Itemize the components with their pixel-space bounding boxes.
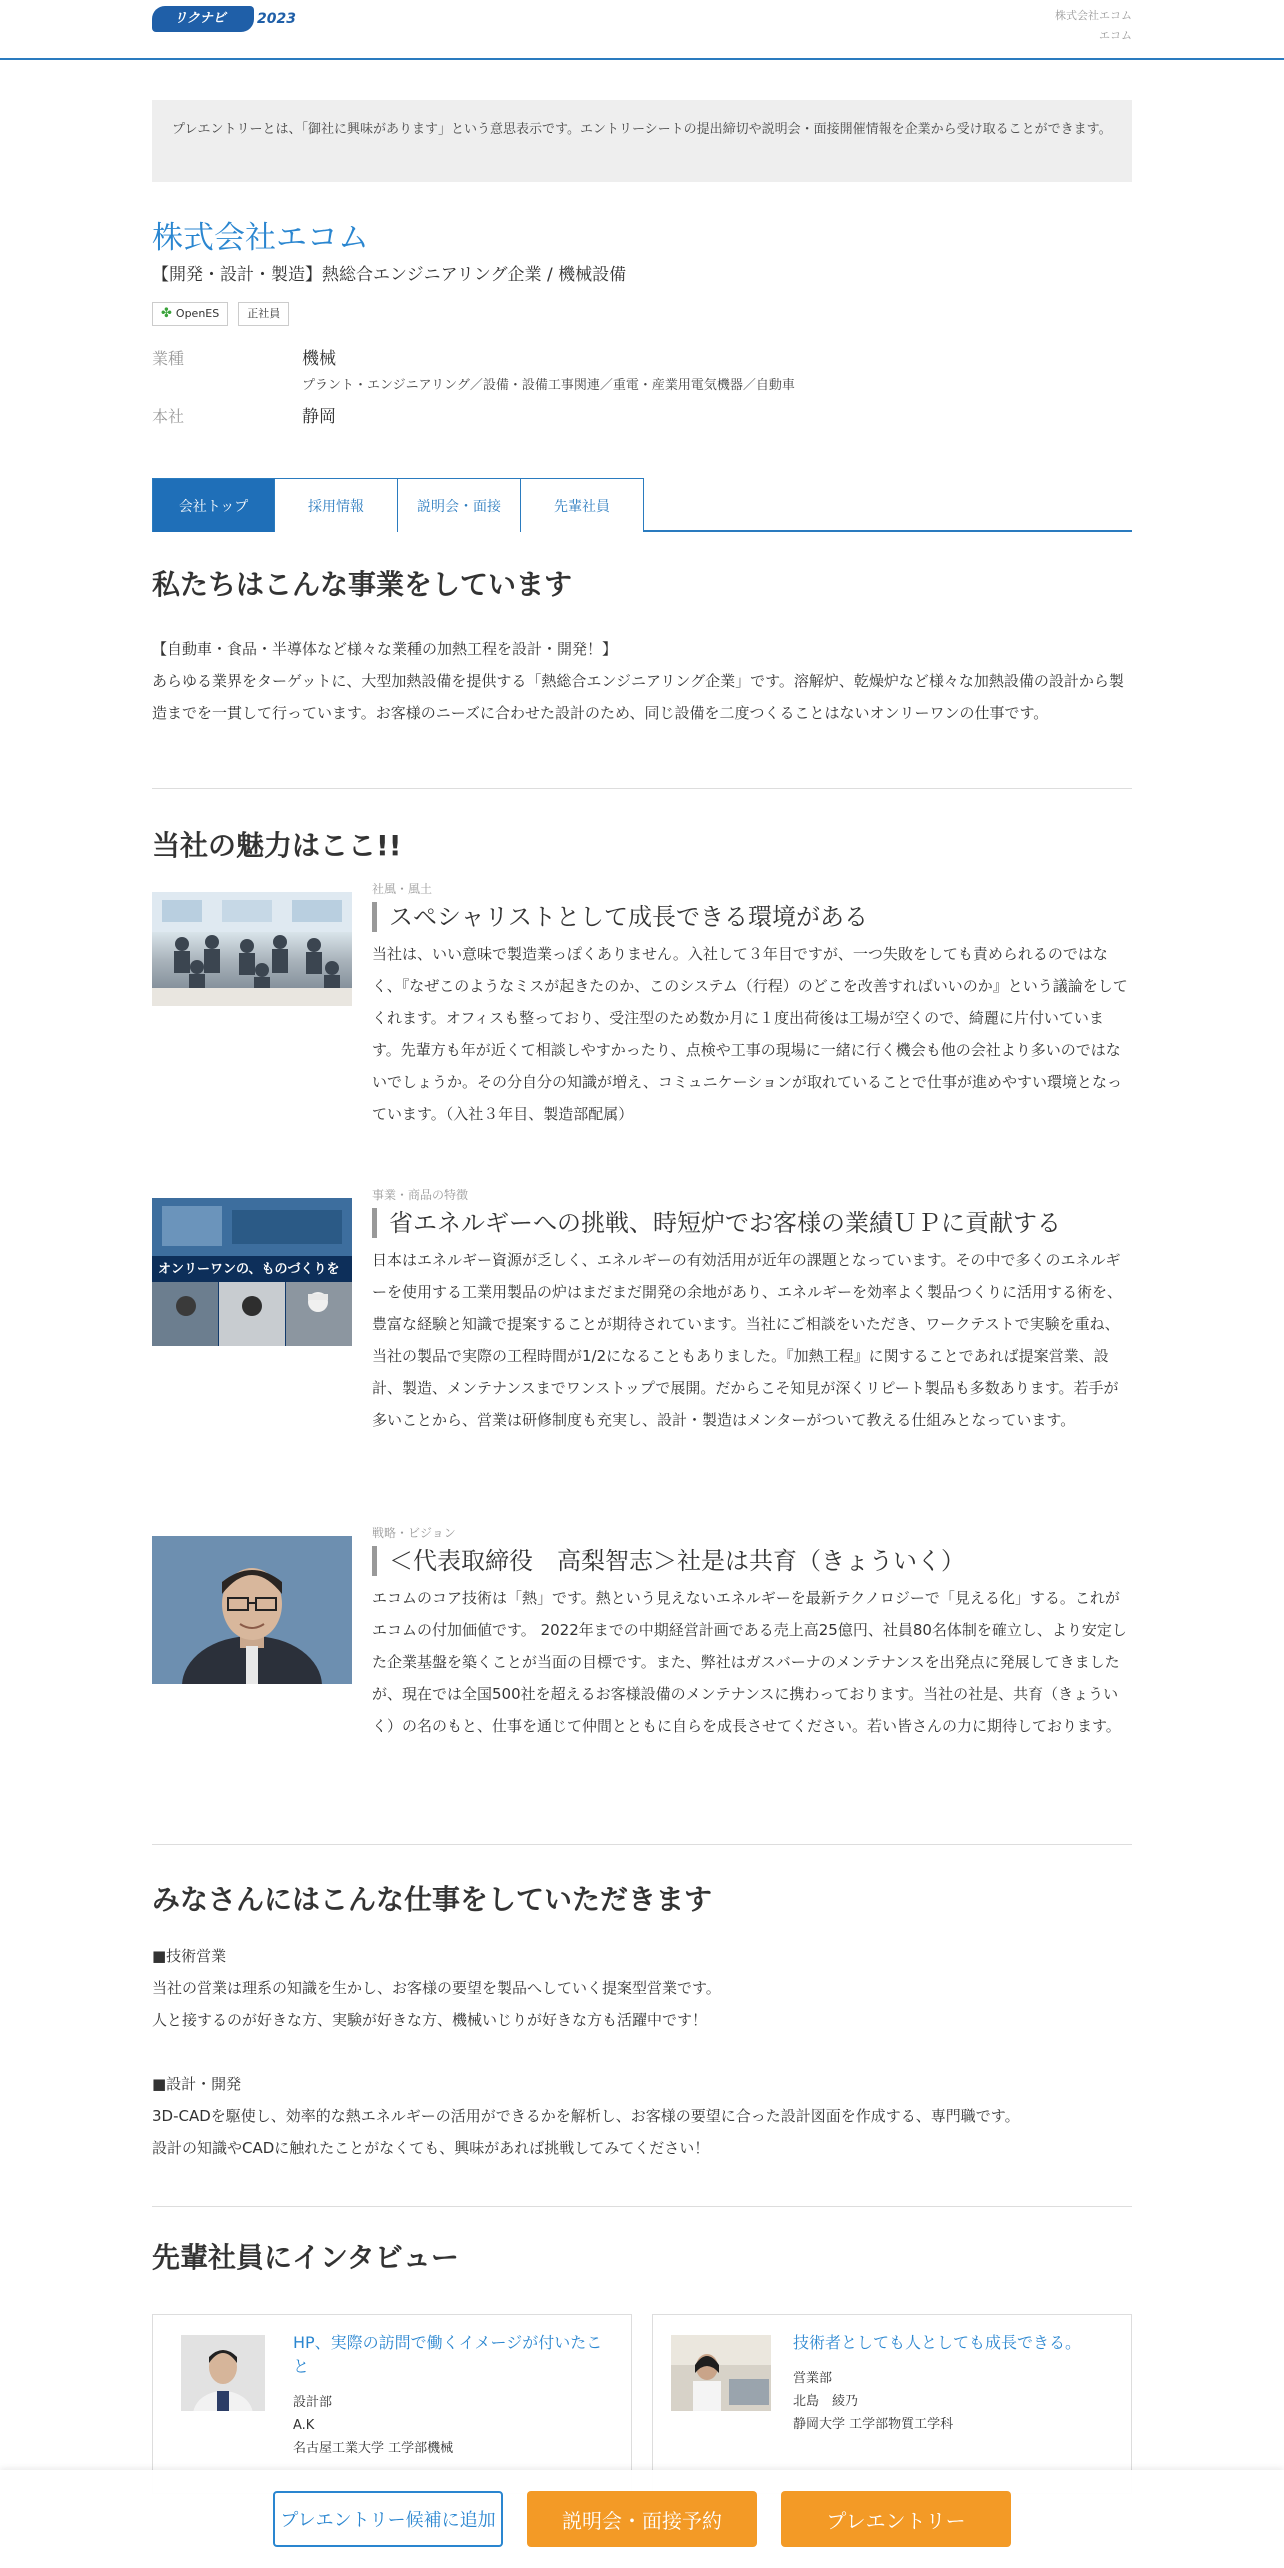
work-heading: みなさんにはこんな仕事をしていただきます: [152, 1883, 713, 1916]
business-body: [152, 633, 1132, 729]
work-section: [152, 1880, 1132, 2164]
appeal-title: 省エネルギーへの挑戦、時短炉でお客様の業績ＵＰに貢献する: [372, 1208, 1132, 1238]
section-divider: [152, 1844, 1132, 1845]
staff-photo: [671, 2335, 771, 2411]
appeal-section: [152, 826, 1132, 866]
appeal-category: 社風・風土: [372, 882, 433, 896]
seminar-reservation-button[interactable]: 説明会・面接予約: [527, 2491, 757, 2547]
header-company-name: 株式会社エコム: [1055, 9, 1132, 22]
industry-sub: プラント・エンジニアリング／設備・設備工事関連／重電・産業用電気機器／自動車: [302, 378, 795, 393]
interview-section: [152, 2238, 1132, 2278]
action-bar: [0, 2470, 1284, 2568]
appeal-title: スペシャリストとして成長できる環境がある: [372, 902, 1132, 932]
hq-label: 本社: [152, 407, 185, 426]
card-body: [793, 2331, 1113, 2436]
hq-row: [152, 404, 1132, 430]
factory-collage-photo: [152, 1198, 352, 1346]
industry-label: 業種: [152, 349, 185, 368]
business-lead: 【自動車・食品・半導体など様々な業種の加熱工程を設計・開発！】: [152, 640, 618, 658]
preentry-notice: プレエントリーとは、「御社に興味があります」という意思表示です。エントリーシートの提出締切や説明会・面接開催情報を企業から受け取ることができます。: [152, 100, 1132, 182]
staff-meta: [293, 2391, 613, 2460]
appeal-title: ＜代表取締役 高梨智志＞社是は共育（きょういく）: [372, 1546, 1132, 1576]
appeal-content: [372, 880, 1132, 1130]
company-subtitle: 【開発・設計・製造】熱総合エンジニアリング企業 / 機械設備: [152, 265, 627, 285]
tab-company-top[interactable]: 会社トップ: [152, 478, 275, 532]
tab-recruit-info[interactable]: 採用情報: [275, 478, 398, 532]
work-line: 人と接するのが好きな方、実験が好きな方、機械いじりが好きな方も活躍中です！: [152, 2011, 708, 2029]
appeal-content: [372, 1524, 1132, 1742]
tab-senior-staff[interactable]: 先輩社員: [521, 478, 644, 532]
appeal-text: エコムのコア技術は「熱」です。熱という見えないエネルギーを最新テクノロジーで「見える化」する。これがエコムの付加価値です。 2022年までの中期経営計画である売上高25億円、社員80名体制を確立し、より安定した企業基盤を築くことが当面の目標です。また、弊社はガスバーナのメンテナンスを出発点に発展してきましたが、現在では全国500社を超えるお客様設備のメンテナンスに携わっております。当社の社是、共育（きょういく）の名のもと、仕事を通じて仲間とともに自らを成長させてください。若い皆さんの力に期待しております。: [372, 1589, 1127, 1735]
card-body: [293, 2331, 613, 2460]
hq-value: 静岡: [302, 407, 336, 427]
appeal-heading: 当社の魅力はここ!!: [152, 829, 402, 862]
business-section: [152, 565, 1132, 729]
work-line: [152, 2036, 1132, 2068]
work-line: 3D-CADを駆使し、効率的な熱エネルギーの活用ができるかを解析し、お客様の要望に合った設計図面を作成する、専門職です。: [152, 2107, 1020, 2125]
interview-cards: [152, 2314, 1132, 2494]
header-company-short: エコム: [1099, 29, 1132, 42]
tab-seminar[interactable]: 説明会・面接: [398, 478, 521, 532]
openes-label: OpenES: [175, 307, 220, 320]
business-text: あらゆる業界をターゲットに、大型加熱設備を提供する「熱総合エンジニアリング企業」です。溶解炉、乾燥炉など様々な加熱設備の設計から製造までを一貫して行っています。お客様のニーズに合わせた設計のため、同じ設備を二度つくることはないオンリーワンの仕事です。: [152, 672, 1124, 722]
industry-main: 機械: [302, 349, 336, 369]
header-company-info: [1055, 6, 1132, 46]
business-heading: 私たちはこんな事業をしています: [152, 568, 573, 601]
staff-name: A.K: [293, 2418, 315, 2433]
employment-type-label: 正社員: [247, 307, 281, 320]
staff-name: 北島 綾乃: [793, 2394, 859, 2409]
interview-card[interactable]: [152, 2314, 632, 2494]
staff-school: 静岡大学 工学部物質工学科: [793, 2417, 954, 2432]
work-line: ■技術営業: [152, 1947, 227, 1965]
work-body: [152, 1940, 1132, 2164]
ceo-portrait-photo: [152, 1536, 352, 1684]
industry-row: [152, 346, 1132, 396]
rikunabi-logo[interactable]: [152, 6, 296, 32]
section-divider: [152, 788, 1132, 789]
preentry-button[interactable]: プレエントリー: [781, 2491, 1011, 2547]
appeal-category: 戦略・ビジョン: [372, 1526, 456, 1540]
work-line: ■設計・開発: [152, 2075, 242, 2093]
company-name: 株式会社エコム: [152, 220, 369, 256]
company-tags: [152, 302, 1132, 326]
staff-dept: 営業部: [793, 2371, 833, 2386]
company-info-table: [152, 346, 1132, 430]
logo-mark: リクナビ: [152, 6, 254, 32]
appeal-text: 日本はエネルギー資源が乏しく、エネルギーの有効活用が近年の課題となっています。その中で多くのエネルギーを使用する工業用製品の炉はまだまだ開発の余地があり、エネルギーを効率よく製品つくりに活用する術を、豊富な経験と知識で提案することが期待されています。当社にご相談をいただき、ワークテストで実験を重ね、当社の製品で実際の工程時間が1/2になることもありました。『加熱工程』に関することであれば提案営業、設計、製造、メンテナンスまでワンストップで展開。だからこそ知見が深くリピート製品も多数あります。若手が多いことから、営業は研修制度も充実し、設計・製造はメンターがついて教える仕組みとなっています。: [372, 1251, 1123, 1429]
employment-type-tag: [238, 302, 289, 326]
appeal-content: [372, 1186, 1132, 1436]
add-preentry-candidate-button[interactable]: プレエントリー候補に追加: [273, 2491, 503, 2547]
interview-card[interactable]: [652, 2314, 1132, 2494]
clover-icon: ✤: [161, 306, 172, 321]
work-line: 設計の知識やCADに触れたことがなくても、興味があれば挑戦してみてください！: [152, 2139, 710, 2157]
openes-tag: [152, 302, 228, 326]
company-tabs: [152, 478, 1132, 532]
staff-school: 名古屋工業大学 工学部機械: [293, 2441, 454, 2456]
interview-heading: 先輩社員にインタビュー: [152, 2241, 459, 2274]
staff-photo: [181, 2335, 265, 2411]
section-divider: [152, 2206, 1132, 2207]
staff-meta: [793, 2367, 1113, 2436]
company-summary: [152, 216, 1132, 438]
work-line: 当社の営業は理系の知識を生かし、お客様の要望を製品へしていく提案型営業です。: [152, 1979, 721, 1997]
office-staff-photo: [152, 892, 352, 1006]
site-header: [0, 0, 1284, 60]
appeal-category: 事業・商品の特徴: [372, 1188, 469, 1202]
logo-year: 2023: [257, 11, 296, 27]
interview-title[interactable]: HP、実際の訪問で働くイメージが付いたこと: [293, 2333, 603, 2376]
interview-title[interactable]: 技術者としても人としても成長できる。: [793, 2333, 1082, 2352]
staff-dept: 設計部: [293, 2395, 333, 2410]
image-caption: オンリーワンの、ものづくりを: [158, 1262, 340, 1277]
appeal-text: 当社は、いい意味で製造業っぽくありません。入社して３年目ですが、一つ失敗をしても責められるのではなく、『なぜこのようなミスが起きたのか、このシステム（行程）のどこを改善すればいいのか』という議論をしてくれます。オフィスも整っており、受注型のため数か月に１度出荷後は工場が空くので、綺麗に片付いています。先輩方も年が近くて相談しやすかったり、点検や工事の現場に一緒に行く機会も他の会社より多いのではないでしょうか。その分自分の知識が増え、コミュニケーションが取れていることで仕事が進めやすい環境となっています。（入社３年目、製造部配属）: [372, 945, 1128, 1123]
